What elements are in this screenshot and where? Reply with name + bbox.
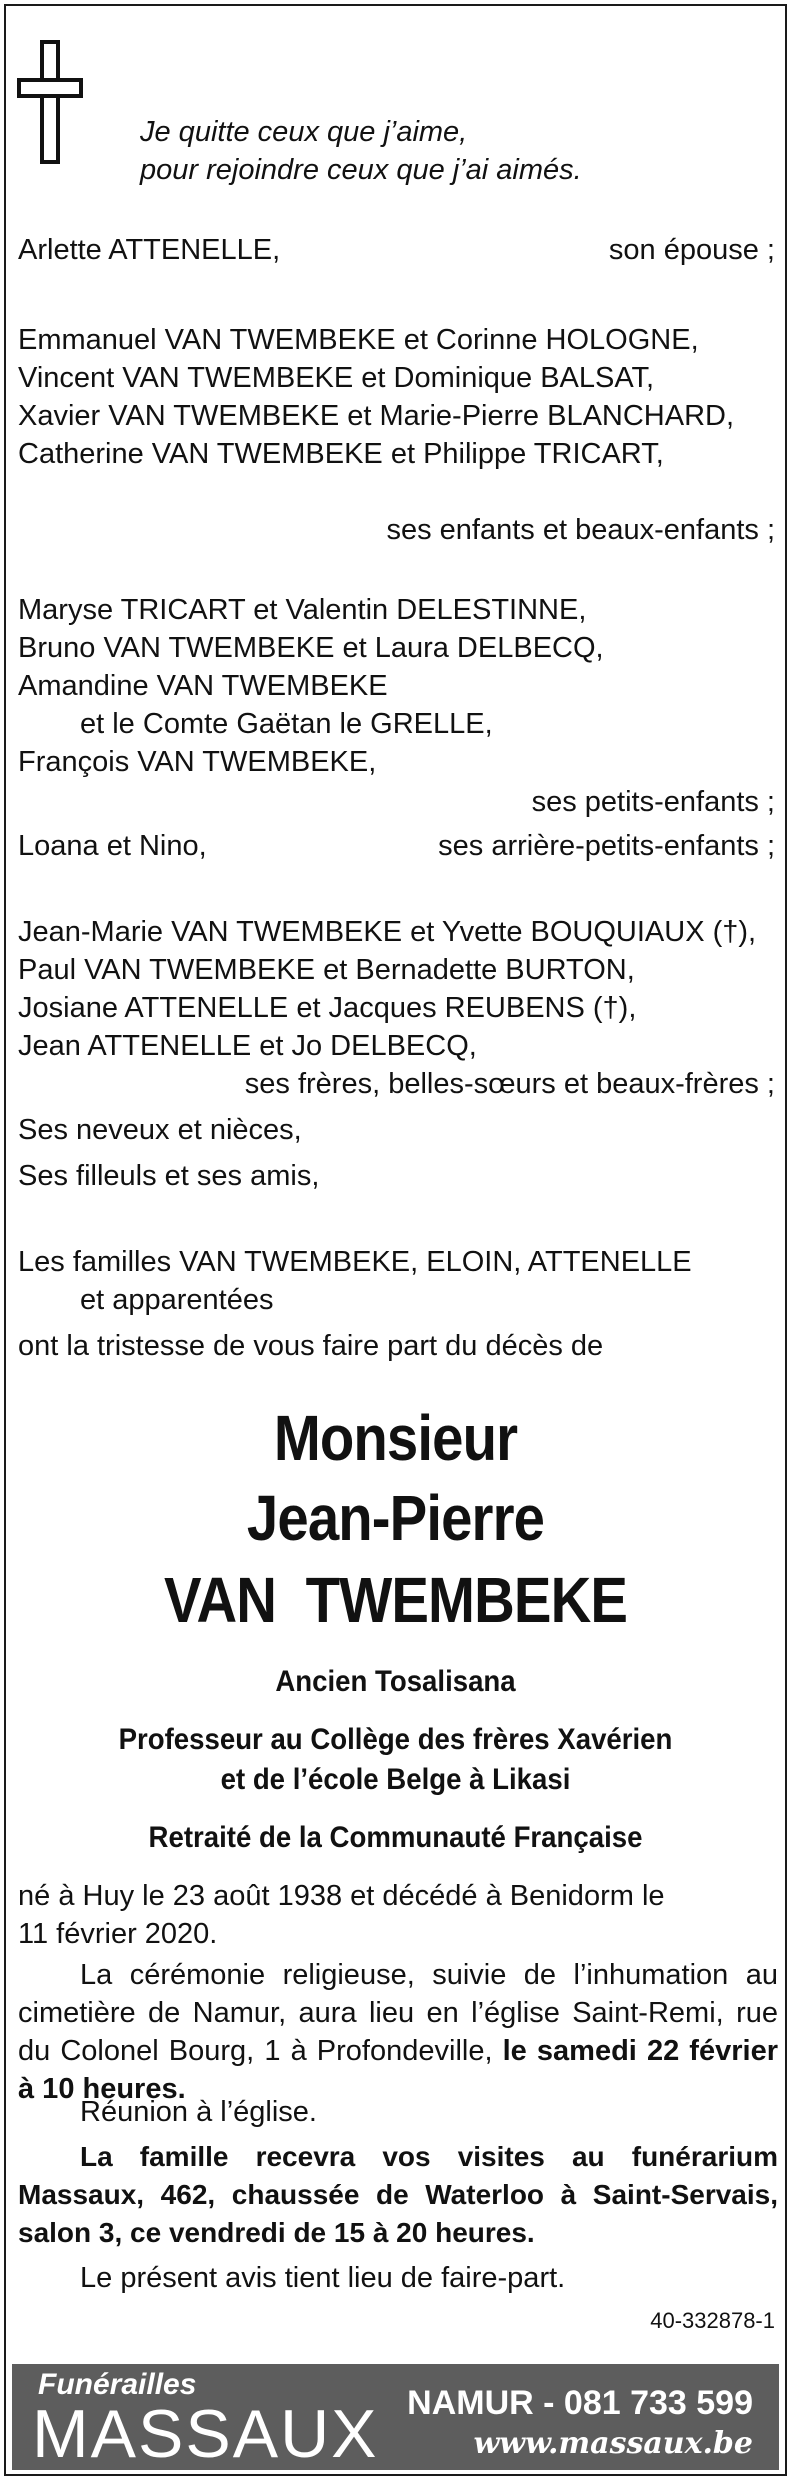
child-line: Emmanuel VAN TWEMBEKE et Corinne HOLOGNE, (18, 324, 699, 356)
sibling-line: Jean-Marie VAN TWEMBEKE et Yvette BOUQUIAUX (†), (18, 916, 757, 948)
siblings-role: ses frères, belles-sœurs et beaux-frères ; (244, 1068, 775, 1100)
visits-paragraph: La famille recevra vos visites au funérarium Massaux, 462, chaussée de Waterloo à Saint-Servais, salon 3, ce vendredi de 15 à 20 heures. (18, 2141, 778, 2248)
grandchild-line: François VAN TWEMBEKE, (18, 746, 377, 778)
grandchild-line: Bruno VAN TWEMBEKE et Laura DELBECQ, (18, 632, 604, 664)
sibling-line: Paul VAN TWEMBEKE et Bernadette BURTON, (18, 954, 635, 986)
announcement: ont la tristesse de vous faire part du décès de (18, 1330, 604, 1362)
deceased-title: Monsieur (273, 1402, 518, 1474)
grandchildren-role: ses petits-enfants ; (531, 786, 775, 818)
grandchild-line: et le Comte Gaëtan le GRELLE, (80, 708, 493, 740)
meeting-line: Réunion à l’église. (80, 2096, 317, 2128)
ceremony-date: le samedi 22 février à 10 heures. (18, 2035, 778, 2105)
great-grandchildren-role: ses arrière-petits-enfants ; (438, 830, 775, 862)
role-line: Retraité de la Communauté Française (148, 1821, 643, 1854)
children-role: ses enfants et beaux-enfants ; (386, 514, 775, 546)
funeral-home-banner (12, 2364, 779, 2470)
great-grandchildren-names: Loana et Nino, (18, 830, 207, 862)
ceremony-paragraph (18, 1956, 778, 2108)
footer-label: Funérailles (38, 2368, 197, 2401)
role-line: Ancien Tosalisana (275, 1665, 516, 1698)
footer-website: www.massaux.be (473, 2426, 753, 2461)
nephews-line: Ses neveux et nièces, (18, 1114, 302, 1146)
child-line: Catherine VAN TWEMBEKE et Philippe TRICART, (18, 438, 664, 470)
deceased-last-name: VAN TWEMBEKE (163, 1564, 628, 1636)
families-line-1: Les familles VAN TWEMBEKE, ELOIN, ATTENELLE (18, 1246, 692, 1278)
footer-phone: NAMUR - 081 733 599 (407, 2384, 753, 2422)
reference-number: 40-332878-1 (650, 2308, 775, 2333)
footer-brand: MASSAUX (32, 2396, 379, 2472)
grandchild-line: Maryse TRICART et Valentin DELESTINNE, (18, 594, 587, 626)
sibling-line: Jean ATTENELLE et Jo DELBECQ, (18, 1030, 477, 1062)
role-line: Professeur au Collège des frères Xavérien (118, 1723, 673, 1756)
birth-death-line-2: 11 février 2020. (18, 1918, 218, 1950)
deceased-first-name: Jean-Pierre (246, 1482, 545, 1554)
cross-icon (15, 38, 85, 166)
child-line: Vincent VAN TWEMBEKE et Dominique BALSAT, (18, 362, 655, 394)
birth-death-line-1: né à Huy le 23 août 1938 et décédé à Benidorm le (18, 1880, 665, 1912)
grandchild-line: Amandine VAN TWEMBEKE (18, 670, 388, 702)
quote-line-2: pour rejoindre ceux que j’ai aimés. (140, 154, 582, 186)
spouse-role: son épouse ; (608, 234, 775, 266)
sibling-line: Josiane ATTENELLE et Jacques REUBENS (†), (18, 992, 637, 1024)
families-line-2: et apparentées (80, 1284, 274, 1316)
spouse-name: Arlette ATTENELLE, (18, 234, 281, 266)
child-line: Xavier VAN TWEMBEKE et Marie-Pierre BLANCHARD, (18, 400, 735, 432)
quote-line-1: Je quitte ceux que j’aime, (140, 116, 468, 148)
godchildren-line: Ses filleuls et ses amis, (18, 1160, 320, 1192)
role-line: et de l’école Belge à Likasi (220, 1763, 571, 1796)
ceremony-text: La cérémonie religieuse, suivie de l’inhumation au cimetière de Namur, aura lieu en l’église Saint-Remi, rue du Colonel Bourg, 1 à Profondeville, (18, 1959, 778, 2067)
closing-line: Le présent avis tient lieu de faire-part. (80, 2262, 566, 2294)
